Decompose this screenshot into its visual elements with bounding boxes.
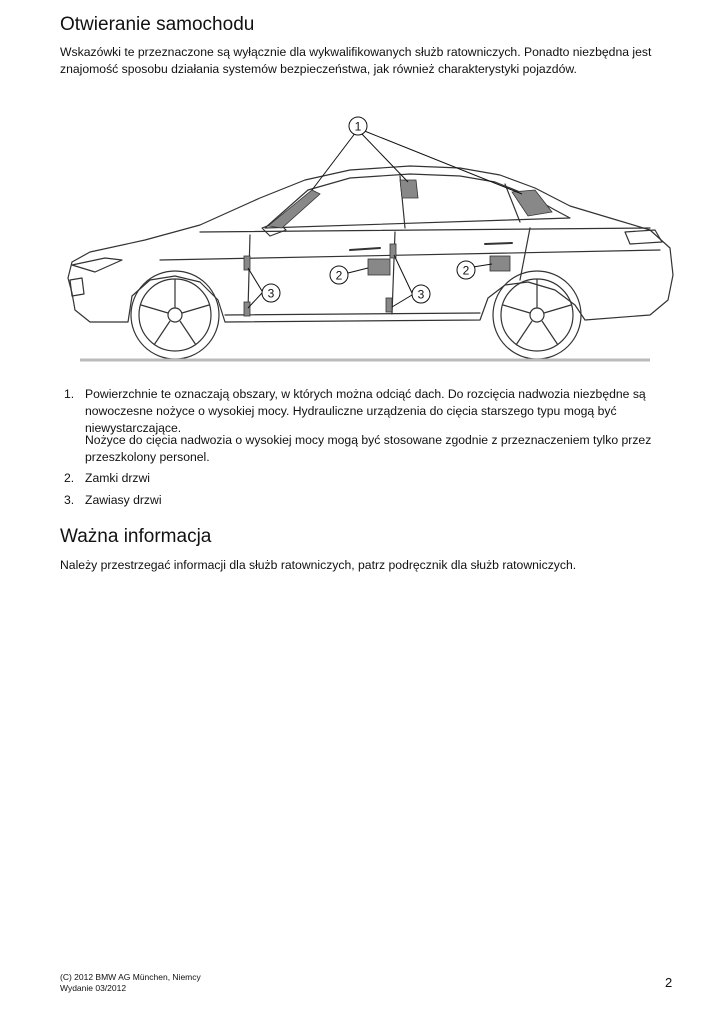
- svg-text:3: 3: [267, 286, 275, 301]
- front-hinge-bottom: [244, 302, 250, 316]
- callout-1: [349, 117, 367, 135]
- legend-list: 1. Powierzchnie te oznaczają obszary, w których można odciąć dach. Do rozcięcia nadwozia niezbędne są nowoczesne nożyce o wysokiej mocy. Hydrauliczne urządzenia do cięcia starszego typu mogą być niewystarczające. Nożyce do cięcia nadwozia o wysokiej mocy mogą być stosowane zgodnie z przeznaczeniem tylko przez przeszkolony personel. 2. Zamki drzwi 3. Zawiasy drzwi: [64, 387, 652, 507]
- car-body-outline: [68, 166, 673, 322]
- svg-text:2: 2: [462, 263, 470, 278]
- rear-hinge-top: [390, 244, 396, 258]
- section-title-important-info: Ważna informacja: [60, 526, 212, 547]
- a-pillar-cut-zone: [268, 190, 320, 228]
- page-title: Otwieranie samochodu: [60, 14, 255, 35]
- callout-3-front: [262, 284, 280, 302]
- front-hinge-top: [244, 256, 250, 270]
- page-number: 2: [665, 975, 673, 990]
- b-pillar-cut-zone: [400, 180, 418, 198]
- intro-paragraph: Wskazówki te przeznaczone są wyłącznie dla wykwalifikowanych służb ratowniczych. Ponadto niezbędna jest znajomość sposobu działania systemów bezpieczeństwa, jak również charakterystyki pojazdów.: [60, 45, 652, 76]
- door-hinges: [244, 244, 396, 316]
- door-locks: [368, 256, 510, 275]
- svg-text:2: 2: [335, 268, 343, 283]
- rear-hinge-bottom: [386, 298, 392, 312]
- front-wheel: [131, 271, 219, 359]
- rear-wheel: [493, 271, 581, 359]
- callout-3-rear: [412, 285, 430, 303]
- svg-text:3: 3: [417, 287, 425, 302]
- front-door-lock: [368, 259, 390, 275]
- callout-2-rear: [457, 261, 475, 279]
- callout-2-front: [330, 266, 348, 284]
- svg-text:1: 1: [354, 119, 362, 134]
- rear-door-lock: [490, 256, 510, 271]
- car-figure: [50, 110, 680, 370]
- footer-edition: Wydanie 03/2012: [60, 983, 127, 993]
- important-info-paragraph: Należy przestrzegać informacji dla służb ratowniczych, patrz podręcznik dla służb ratowniczych.: [60, 558, 577, 572]
- footer-copyright: (C) 2012 BMW AG München, Niemcy: [60, 972, 201, 982]
